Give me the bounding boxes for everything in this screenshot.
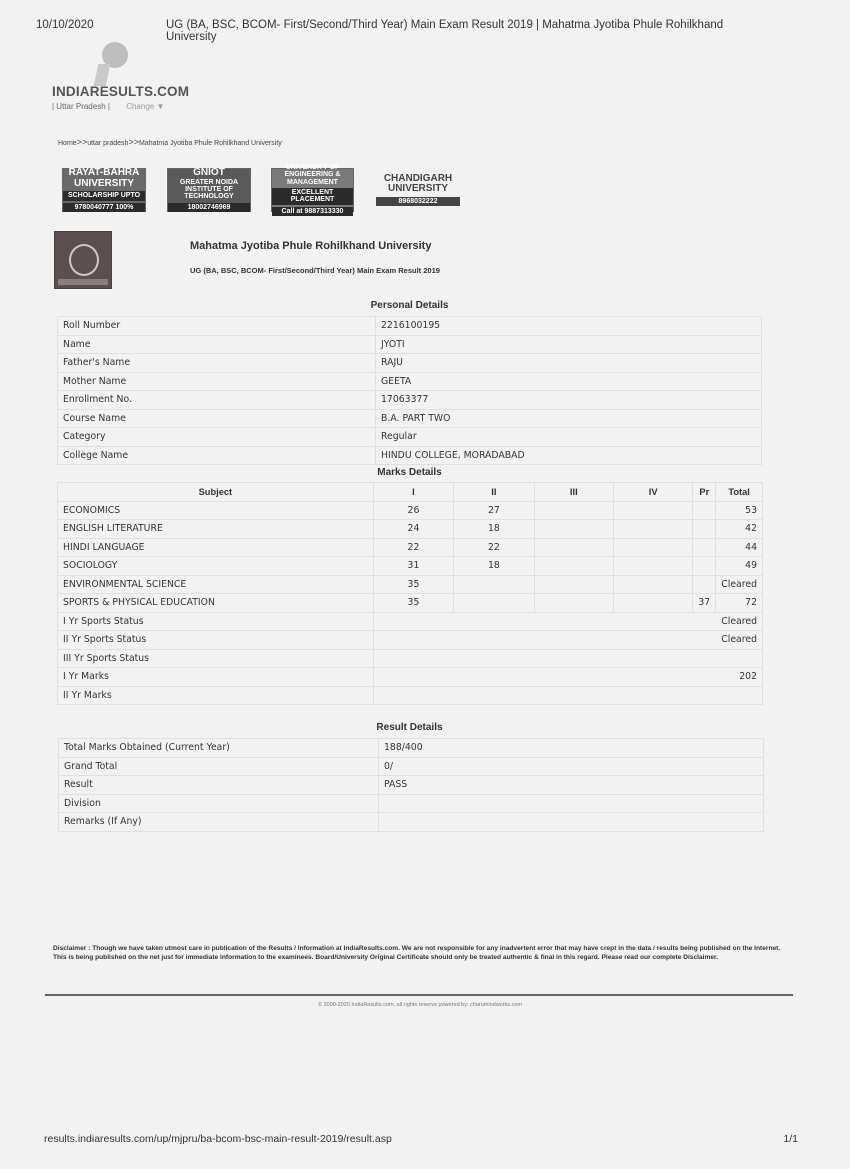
total-cell: 53 bbox=[716, 501, 763, 520]
field-value: GEETA bbox=[376, 372, 762, 391]
paper-iv-cell bbox=[613, 538, 692, 557]
print-date: 10/10/2020 bbox=[36, 19, 94, 31]
ad-line: UNIVERSITY bbox=[73, 177, 134, 189]
breadcrumb-sep: >> bbox=[76, 137, 88, 147]
ad-line: SCHOLARSHIP UPTO bbox=[63, 191, 145, 200]
status-row bbox=[58, 612, 763, 631]
personal-details-table bbox=[57, 316, 762, 465]
status-label: I Yr Sports Status bbox=[58, 612, 374, 631]
field-label: Father's Name bbox=[58, 354, 376, 373]
paper-ii-cell: 18 bbox=[454, 557, 534, 576]
paper-i-cell: 35 bbox=[373, 594, 453, 613]
status-value: Cleared bbox=[373, 631, 762, 650]
copyright: © 2000-2020 IndiaResults.com, all rights reserve powered by: charumindworks.com bbox=[318, 1002, 522, 1008]
paper-ii-cell: 22 bbox=[454, 538, 534, 557]
university-name: Mahatma Jyotiba Phule Rohilkhand University bbox=[190, 240, 432, 252]
practical-cell: 37 bbox=[693, 594, 716, 613]
result-label: Remarks (If Any) bbox=[59, 813, 379, 832]
total-cell: 44 bbox=[716, 538, 763, 557]
ad-line: UNIVERSITY bbox=[387, 183, 448, 195]
personal-row bbox=[58, 446, 762, 465]
ad-line: RAYAT-BAHRA bbox=[68, 167, 140, 179]
status-label: II Yr Marks bbox=[58, 686, 374, 705]
personal-row bbox=[58, 317, 762, 336]
status-label: II Yr Sports Status bbox=[58, 631, 374, 650]
paper-i-cell: 26 bbox=[373, 501, 453, 520]
field-value: HINDU COLLEGE, MORADABAD bbox=[376, 446, 762, 465]
exam-name: UG (BA, BSC, BCOM- First/Second/Third Year) Main Exam Result 2019 bbox=[190, 266, 440, 275]
field-value: JYOTI bbox=[376, 335, 762, 354]
marks-details-title: Marks Details bbox=[377, 467, 442, 478]
ad-line: EXCELLENT PLACEMENT bbox=[272, 188, 353, 205]
practical-cell bbox=[693, 557, 716, 576]
personal-row bbox=[58, 335, 762, 354]
result-row bbox=[59, 739, 764, 758]
ad-gniot[interactable] bbox=[167, 168, 251, 212]
total-cell: Cleared bbox=[716, 575, 763, 594]
field-label: Category bbox=[58, 428, 376, 447]
status-value bbox=[373, 649, 762, 668]
marks-row bbox=[58, 575, 763, 594]
result-label: Total Marks Obtained (Current Year) bbox=[59, 739, 379, 758]
col-subject: Subject bbox=[58, 483, 374, 502]
breadcrumb-state[interactable]: uttar pradesh bbox=[87, 140, 129, 147]
breadcrumb-home[interactable]: Home bbox=[58, 140, 77, 147]
field-value: Regular bbox=[376, 428, 762, 447]
ad-uem[interactable] bbox=[271, 163, 354, 215]
ad-rayat-bahra[interactable] bbox=[62, 168, 146, 212]
personal-row bbox=[58, 428, 762, 447]
paper-iv-cell bbox=[613, 557, 692, 576]
marks-row bbox=[58, 557, 763, 576]
breadcrumb-university: Mahatma Jyotiba Phule Rohilkhand University bbox=[138, 140, 282, 147]
field-label: Mother Name bbox=[58, 372, 376, 391]
print-title: UG (BA, BSC, BCOM- First/Second/Third Year) Main Exam Result 2019 | Mahatma Jyotiba Phule Rohilkhand University bbox=[166, 19, 724, 43]
practical-cell bbox=[693, 520, 716, 539]
print-page-number: 1/1 bbox=[783, 1133, 798, 1145]
personal-row bbox=[58, 409, 762, 428]
logo-text: INDIARESULTS.COM bbox=[52, 84, 190, 99]
ad-line: 18002746969 bbox=[168, 203, 250, 212]
ad-chandigarh[interactable] bbox=[376, 168, 460, 212]
subject-cell: SPORTS & PHYSICAL EDUCATION bbox=[58, 594, 374, 613]
col-ii: II bbox=[454, 483, 534, 502]
print-url: results.indiaresults.com/up/mjpru/ba-bcom-bsc-main-result-2019/result.asp bbox=[44, 1133, 392, 1145]
paper-iv-cell bbox=[613, 594, 692, 613]
result-value bbox=[379, 794, 764, 813]
ad-line: 9780040777 100% bbox=[63, 203, 145, 212]
result-value bbox=[379, 813, 764, 832]
field-value: B.A. PART TWO bbox=[376, 409, 762, 428]
result-details-title: Result Details bbox=[376, 722, 443, 733]
ad-line: INSTITUTE OF TECHNOLOGY bbox=[184, 185, 234, 201]
disclaimer bbox=[53, 945, 783, 962]
practical-cell bbox=[693, 538, 716, 557]
col-total: Total bbox=[716, 483, 763, 502]
paper-ii-cell: 27 bbox=[454, 501, 534, 520]
result-value: 188/400 bbox=[379, 739, 764, 758]
marks-details-table bbox=[57, 482, 763, 705]
paper-ii-cell bbox=[454, 575, 534, 594]
total-cell: 72 bbox=[716, 594, 763, 613]
result-value: 0/ bbox=[379, 757, 764, 776]
paper-ii-cell bbox=[454, 594, 534, 613]
status-label: I Yr Marks bbox=[58, 668, 374, 687]
status-value bbox=[373, 686, 762, 705]
col-iii: III bbox=[534, 483, 613, 502]
paper-i-cell: 31 bbox=[373, 557, 453, 576]
emblem-ring bbox=[69, 244, 99, 276]
result-row bbox=[59, 813, 764, 832]
ad-line: 8968032222 bbox=[376, 197, 460, 206]
emblem-caption bbox=[58, 279, 108, 285]
field-value: 17063377 bbox=[376, 391, 762, 410]
status-value: 202 bbox=[373, 668, 762, 687]
paper-iii-cell bbox=[534, 501, 613, 520]
marks-row bbox=[58, 594, 763, 613]
ad-line: UNIVERSITY OF bbox=[285, 163, 340, 171]
marks-row bbox=[58, 538, 763, 557]
col-pr: Pr bbox=[693, 483, 716, 502]
field-label: Roll Number bbox=[58, 317, 376, 336]
ad-line: ENGINEERING & MANAGEMENT bbox=[284, 171, 341, 186]
result-row bbox=[59, 776, 764, 795]
status-row bbox=[58, 686, 763, 705]
personal-details-title: Personal Details bbox=[370, 300, 449, 311]
result-label: Result bbox=[59, 776, 379, 795]
subject-cell: SOCIOLOGY bbox=[58, 557, 374, 576]
field-label: College Name bbox=[58, 446, 376, 465]
field-label: Course Name bbox=[58, 409, 376, 428]
breadcrumb-sep: >> bbox=[128, 137, 139, 147]
marks-row bbox=[58, 520, 763, 539]
result-details-table bbox=[58, 738, 764, 832]
total-cell: 42 bbox=[716, 520, 763, 539]
disclaimer-link[interactable]: Disclaimer. bbox=[683, 953, 719, 961]
result-label: Division bbox=[59, 794, 379, 813]
print-header bbox=[36, 19, 760, 43]
print-footer bbox=[44, 1133, 798, 1145]
status-row bbox=[58, 668, 763, 687]
field-value: 2216100195 bbox=[376, 317, 762, 336]
ad-line: GNIOT bbox=[193, 167, 225, 179]
result-label: Grand Total bbox=[59, 757, 379, 776]
status-label: III Yr Sports Status bbox=[58, 649, 374, 668]
status-row bbox=[58, 631, 763, 650]
subject-cell: ECONOMICS bbox=[58, 501, 374, 520]
footer-divider bbox=[45, 994, 793, 996]
col-i: I bbox=[373, 483, 453, 502]
paper-iii-cell bbox=[534, 520, 613, 539]
personal-row bbox=[58, 391, 762, 410]
status-row bbox=[58, 649, 763, 668]
paper-iii-cell bbox=[534, 594, 613, 613]
ad-line: CHANDIGARH bbox=[383, 172, 453, 184]
region-label: | Uttar Pradesh | bbox=[52, 102, 110, 111]
result-row bbox=[59, 794, 764, 813]
col-iv: IV bbox=[613, 483, 692, 502]
subject-cell: HINDI LANGUAGE bbox=[58, 538, 374, 557]
paper-iii-cell bbox=[534, 538, 613, 557]
field-label: Enrollment No. bbox=[58, 391, 376, 410]
field-value: RAJU bbox=[376, 354, 762, 373]
personal-row bbox=[58, 354, 762, 373]
practical-cell bbox=[693, 575, 716, 594]
result-row bbox=[59, 757, 764, 776]
ad-line: Call at 9887313330 bbox=[272, 207, 353, 216]
total-cell: 49 bbox=[716, 557, 763, 576]
subject-cell: ENGLISH LITERATURE bbox=[58, 520, 374, 539]
paper-i-cell: 24 bbox=[373, 520, 453, 539]
paper-i-cell: 35 bbox=[373, 575, 453, 594]
subject-cell: ENVIRONMENTAL SCIENCE bbox=[58, 575, 374, 594]
region-selector bbox=[52, 102, 164, 111]
paper-iii-cell bbox=[534, 575, 613, 594]
disclaimer-text: Disclaimer : Though we have taken utmost care in publication of the Results / Information at IndiaResults.com. We are not responsible for any inadvertent error that may have crept in the data / results being published on the Internet. This is being published on the net just for immediate information to the examinees. Board/University Original Certificate should only be treated authentic & final in this regard. Please read our complete bbox=[53, 945, 781, 961]
ad-line: GREATER NOIDA bbox=[179, 178, 239, 186]
field-label: Name bbox=[58, 335, 376, 354]
paper-iii-cell bbox=[534, 557, 613, 576]
status-value: Cleared bbox=[373, 612, 762, 631]
paper-iv-cell bbox=[613, 501, 692, 520]
personal-row bbox=[58, 372, 762, 391]
paper-ii-cell: 18 bbox=[454, 520, 534, 539]
university-emblem-icon bbox=[54, 231, 112, 289]
breadcrumb bbox=[58, 137, 282, 147]
logo-mark-base bbox=[94, 64, 111, 86]
result-value: PASS bbox=[379, 776, 764, 795]
paper-iv-cell bbox=[613, 520, 692, 539]
marks-header-row bbox=[58, 483, 763, 502]
change-region-link[interactable]: Change ▼ bbox=[126, 102, 165, 111]
paper-iv-cell bbox=[613, 575, 692, 594]
paper-i-cell: 22 bbox=[373, 538, 453, 557]
practical-cell bbox=[693, 501, 716, 520]
marks-row bbox=[58, 501, 763, 520]
